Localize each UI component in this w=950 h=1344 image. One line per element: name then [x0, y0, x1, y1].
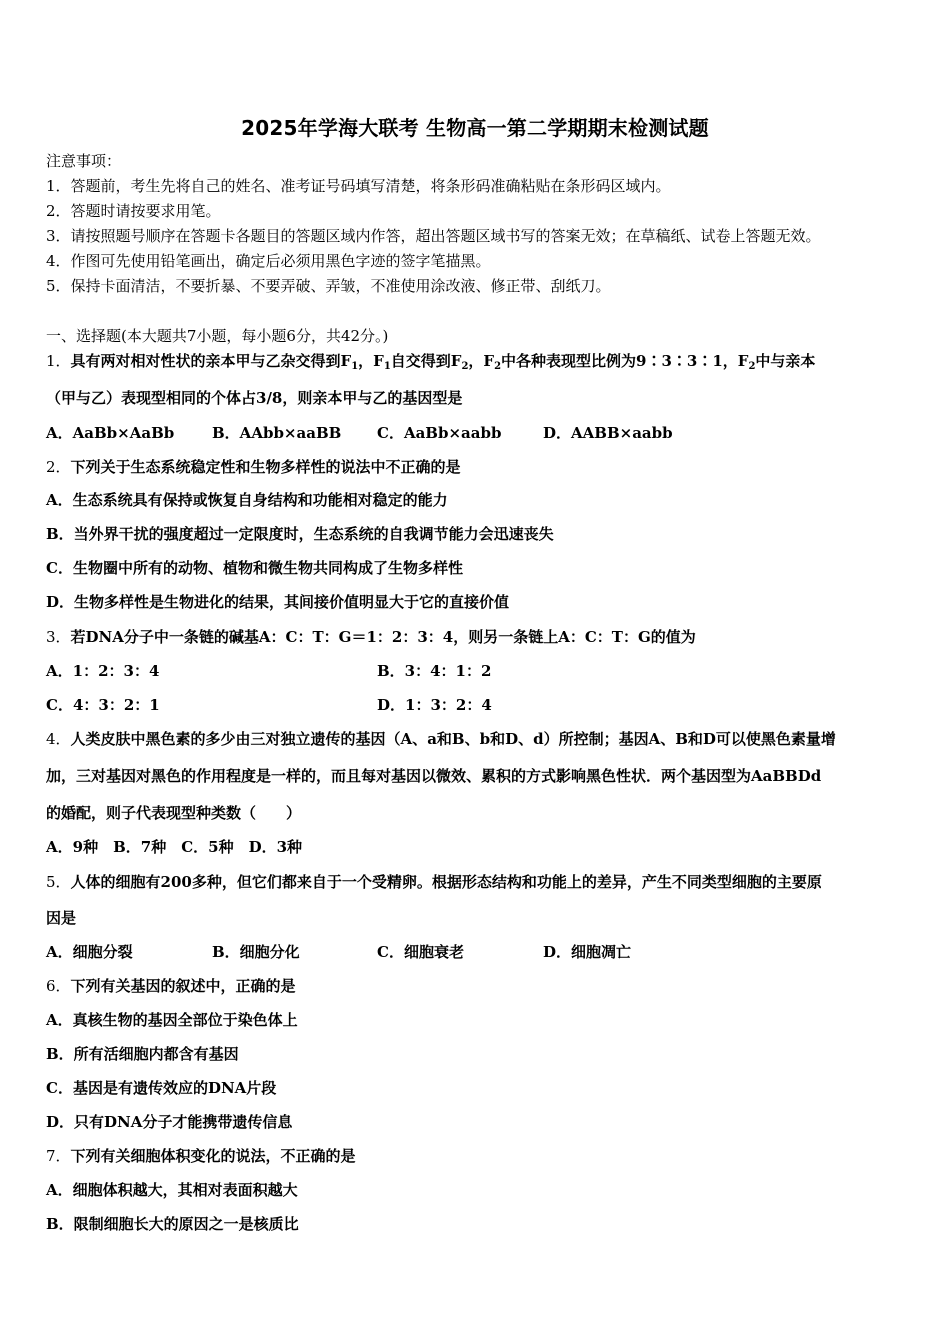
section-heading: 一、选择题(本大题共7小题，每小题6分，共42分。) [46, 327, 389, 345]
notice-item: 1．答题前，考生先将自己的姓名、准考证号码填写清楚，将条形码准确粘贴在条形码区域内。 [46, 177, 671, 195]
option-a[interactable]: A．AaBb×AaBb [46, 424, 175, 442]
option-b[interactable]: B．3：4：1：2 [377, 662, 492, 680]
question-6-stem: 6．下列有关基因的叙述中，正确的是 [46, 977, 296, 995]
option-a[interactable]: A．生态系统具有保持或恢复自身结构和功能相对稳定的能力 [46, 491, 448, 509]
question-3-stem: 3．若DNA分子中一条链的碱基A：C：T：G＝1：2：3：4，则另一条链上A：C：T：G的值为 [46, 628, 696, 646]
question-number: 5． [46, 873, 71, 891]
option-a[interactable]: A．细胞分裂 [46, 943, 133, 961]
option-b[interactable]: B．当外界干扰的强度超过一定限度时，生态系统的自我调节能力会迅速丧失 [46, 525, 554, 543]
option-d[interactable]: D．生物多样性是生物进化的结果，其间接价值明显大于它的直接价值 [46, 593, 510, 611]
option-d[interactable]: D．1：3：2：4 [377, 696, 492, 714]
option-c[interactable]: C．细胞衰老 [377, 943, 464, 961]
option-b[interactable]: B．细胞分化 [212, 943, 300, 961]
question-4-line-3: 的婚配，则子代表现型种类数（ ） [46, 804, 302, 822]
option-b[interactable]: B．AAbb×aaBB [212, 424, 342, 442]
notice-heading: 注意事项： [46, 152, 122, 170]
question-5-line-1: 5．人体的细胞有200多种，但它们都来自于一个受精卵。根据形态结构和功能上的差异，产生不同类型细胞的主要原 [46, 873, 822, 891]
option-b[interactable]: B．限制细胞长大的原因之一是核质比 [46, 1215, 299, 1233]
question-2-stem: 2．下列关于生态系统稳定性和生物多样性的说法中不正确的是 [46, 458, 461, 476]
option-b[interactable]: B．所有活细胞内都含有基因 [46, 1045, 239, 1063]
question-1-line-1: 1．具有两对相对性状的亲本甲与乙杂交得到$F_1$，$F_1$自交得到$F_2$，$F_2$中各种表现型比例为9∶3∶3∶1，$F_2$中与亲本 [46, 352, 816, 372]
question-5-line-2: 因是 [46, 909, 77, 927]
notice-item: 5．保持卡面清洁，不要折暴、不要弄破、弄皱，不准使用涂改液、修正带、刮纸刀。 [46, 277, 611, 295]
question-1-line-2: （甲与乙）表现型相同的个体占3/8，则亲本甲与乙的基因型是 [46, 389, 463, 407]
question-4-options[interactable]: A．9种 B．7种 C．5种 D．3种 [46, 838, 303, 856]
question-number: 3． [46, 628, 71, 646]
option-d[interactable]: D．只有DNA分子才能携带遗传信息 [46, 1113, 293, 1131]
option-c[interactable]: C．4：3：2：1 [46, 696, 160, 714]
option-c[interactable]: C．生物圈中所有的动物、植物和微生物共同构成了生物多样性 [46, 559, 463, 577]
page-title: 2025年学海大联考 生物高一第二学期期末检测试题 [241, 116, 709, 140]
notice-item: 2．答题时请按要求用笔。 [46, 202, 221, 220]
question-number: 6． [46, 977, 71, 995]
option-c[interactable]: C．AaBb×aabb [377, 424, 502, 442]
question-4-line-2: 加，三对基因对黑色的作用程度是一样的，而且每对基因以微效、累积的方式影响黑色性状．两个基因型为AaBBDd [46, 767, 822, 785]
option-d[interactable]: D．AABB×aabb [543, 424, 673, 442]
question-number: 2． [46, 458, 71, 476]
option-a[interactable]: A．真核生物的基因全部位于染色体上 [46, 1011, 298, 1029]
option-a[interactable]: A．1：2：3：4 [46, 662, 160, 680]
question-number: 7． [46, 1147, 71, 1165]
question-number: 4． [46, 730, 71, 748]
option-a[interactable]: A．细胞体积越大，其相对表面积越大 [46, 1181, 298, 1199]
question-4-line-1: 4．人类皮肤中黑色素的多少由三对独立遗传的基因（A、a和B、b和D、d）所控制；基因A、B和D可以使黑色素量增 [46, 730, 836, 748]
notice-item: 3．请按照题号顺序在答题卡各题目的答题区域内作答，超出答题区域书写的答案无效；在草稿纸、试卷上答题无效。 [46, 227, 821, 245]
question-7-stem: 7．下列有关细胞体积变化的说法，不正确的是 [46, 1147, 356, 1165]
option-d[interactable]: D．细胞凋亡 [543, 943, 632, 961]
question-number: 1． [46, 352, 71, 370]
notice-item: 4．作图可先使用铅笔画出，确定后必须用黑色字迹的签字笔描黑。 [46, 252, 491, 270]
option-c[interactable]: C．基因是有遗传效应的DNA片段 [46, 1079, 277, 1097]
